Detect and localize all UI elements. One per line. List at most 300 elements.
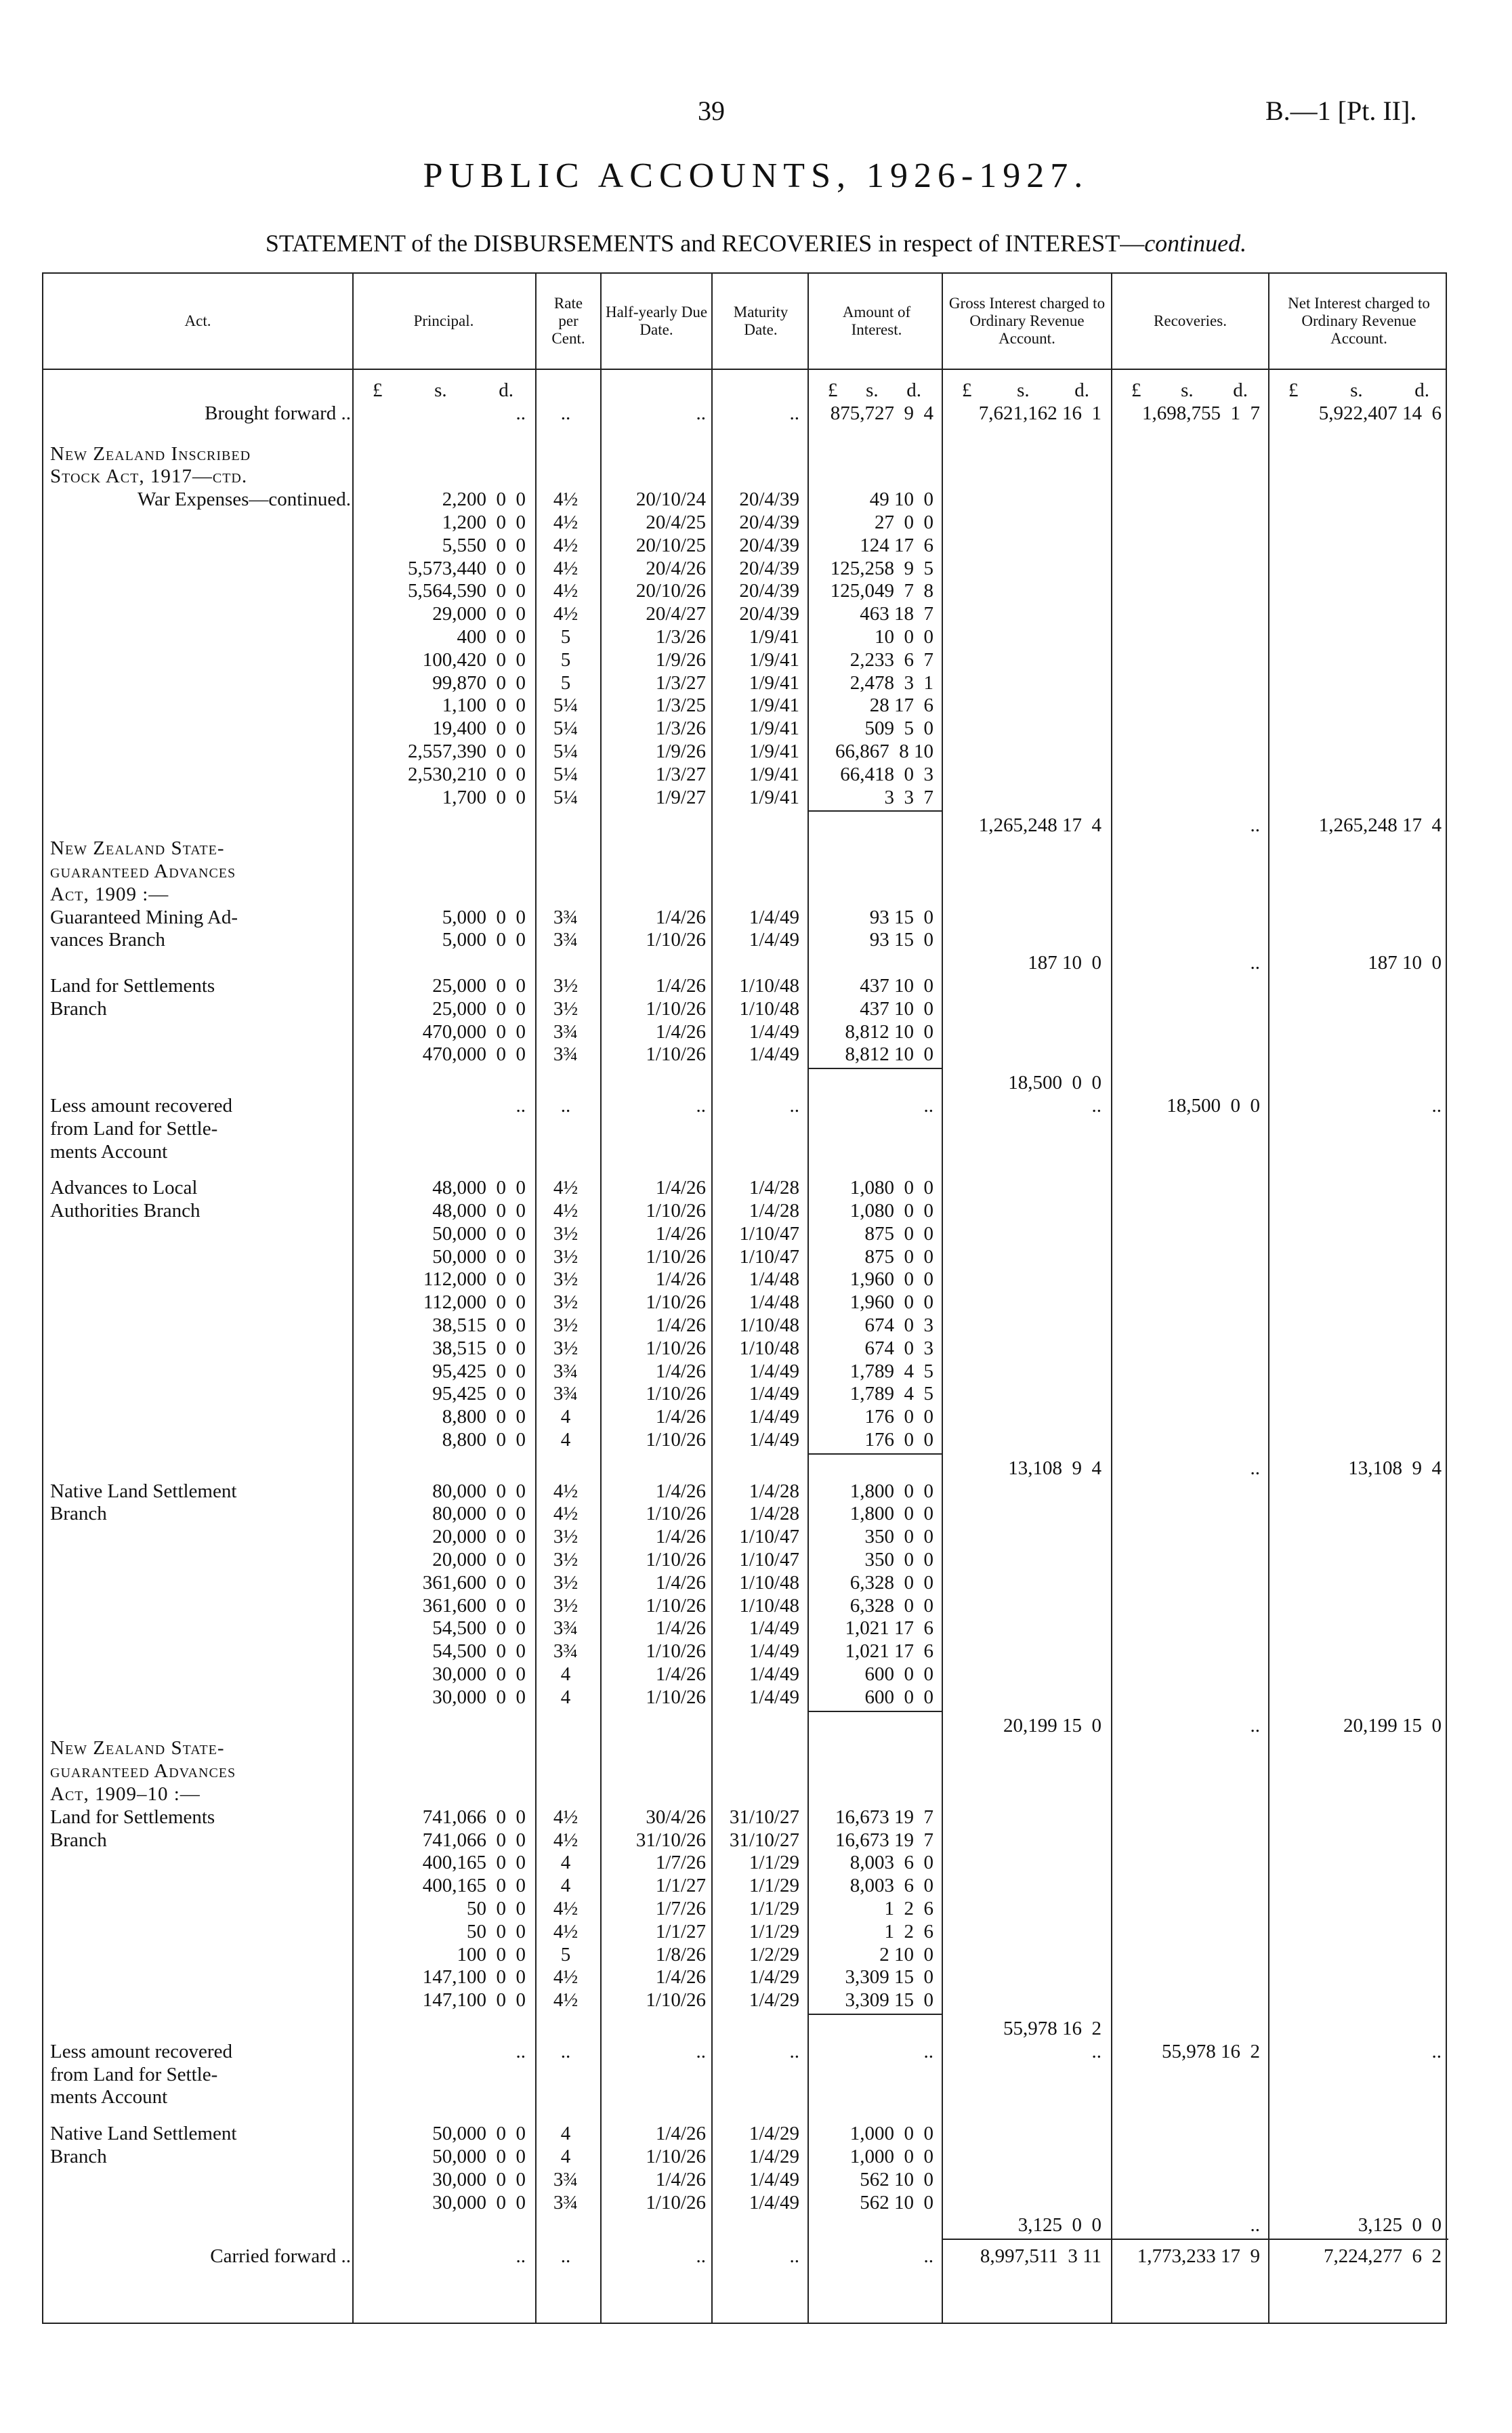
cell-principal: 5,564,590 0 0 bbox=[408, 580, 526, 602]
cell-half: 1/4/26 bbox=[655, 1663, 706, 1686]
cell-principal: 38,515 0 0 bbox=[432, 1337, 526, 1359]
cell-maturity: 1/9/41 bbox=[749, 671, 799, 694]
cell-half: 1/4/26 bbox=[655, 1360, 706, 1382]
cell-amount: 600 0 0 bbox=[864, 1663, 933, 1686]
col-header-act: Act. bbox=[184, 312, 211, 329]
cell-maturity: 1/9/41 bbox=[749, 694, 799, 717]
row-label: Carried forward .. bbox=[210, 2245, 351, 2268]
cell-half: 1/10/26 bbox=[646, 1686, 706, 1708]
table-row bbox=[43, 1640, 1448, 1663]
cell-half: 1/4/26 bbox=[655, 974, 706, 997]
document-reference: B.—1 [Pt. II]. bbox=[1265, 96, 1417, 126]
currency-s: s. bbox=[1017, 379, 1030, 401]
cell-principal: 2,557,390 0 0 bbox=[408, 740, 526, 762]
cell-recoveries: .. bbox=[1250, 2214, 1260, 2237]
cell-rate: .. bbox=[560, 2245, 571, 2268]
cell-maturity: 1/4/29 bbox=[749, 1989, 799, 2012]
cell-amount: 1 2 6 bbox=[884, 1920, 933, 1942]
cell-maturity: 1/1/29 bbox=[749, 1852, 799, 1874]
col-header-gross: Gross Interest charged to Ordinary Revenue Account. bbox=[948, 295, 1106, 347]
cell-half: 1/10/26 bbox=[646, 1503, 706, 1525]
currency-units bbox=[352, 379, 526, 402]
cell-principal: 8,800 0 0 bbox=[442, 1429, 526, 1451]
cell-amount: 66,867 8 10 bbox=[835, 740, 933, 762]
cell-half: .. bbox=[696, 2040, 706, 2062]
cell-amount: 49 10 0 bbox=[869, 488, 933, 511]
cell-rate: 4½ bbox=[553, 1480, 579, 1502]
cell-maturity: 1/4/48 bbox=[749, 1268, 799, 1291]
cell-amount: 562 10 0 bbox=[860, 2191, 933, 2213]
table-row bbox=[43, 809, 1448, 814]
cell-maturity: 1/10/48 bbox=[739, 1571, 799, 1594]
cell-net: 5,922,407 14 6 bbox=[1318, 402, 1442, 424]
cell-rate: 3¾ bbox=[553, 2191, 579, 2213]
cell-half: 1/10/26 bbox=[646, 1989, 706, 2012]
cell-rate: 4½ bbox=[553, 534, 579, 556]
table-row bbox=[43, 1360, 1448, 1384]
table-row bbox=[43, 558, 1448, 581]
cell-amount: 2,478 3 1 bbox=[849, 671, 933, 694]
row-label: War Expenses—continued. bbox=[138, 488, 351, 511]
cell-rate: 4½ bbox=[553, 1966, 579, 1989]
row-label: Less amount recovered bbox=[50, 1094, 232, 1117]
cell-half: .. bbox=[696, 402, 706, 424]
table-row bbox=[43, 402, 1448, 425]
table-row bbox=[43, 787, 1448, 810]
cell-amount: 1,789 4 5 bbox=[849, 1383, 933, 1405]
currency-s: s. bbox=[1350, 379, 1363, 401]
currency-units bbox=[1268, 379, 1442, 402]
table-row bbox=[43, 1268, 1448, 1291]
cell-half: 1/3/26 bbox=[655, 718, 706, 740]
cell-maturity: 1/4/49 bbox=[749, 1617, 799, 1640]
cell-net: 20,199 15 0 bbox=[1343, 1714, 1442, 1737]
cell-amount: 463 18 7 bbox=[860, 603, 933, 625]
cell-rate: 3¾ bbox=[553, 1360, 579, 1382]
cell-amount: 437 10 0 bbox=[860, 997, 933, 1020]
currency-pound: £ bbox=[1288, 379, 1299, 401]
row-label: Advances to Local bbox=[50, 1177, 198, 1199]
cell-maturity: 1/1/29 bbox=[749, 1898, 799, 1919]
table-row bbox=[43, 2018, 1448, 2041]
cell-principal: 30,000 0 0 bbox=[432, 1686, 526, 1708]
cell-amount: 1,000 0 0 bbox=[849, 2145, 933, 2167]
table-row bbox=[43, 2086, 1448, 2109]
cell-rate: 4 bbox=[560, 2145, 571, 2167]
cell-amount: 1,800 0 0 bbox=[849, 1480, 933, 1502]
cell-rate: 4½ bbox=[553, 1200, 579, 1222]
row-label: New Zealand State- bbox=[50, 1737, 225, 1760]
cell-rate: 5 bbox=[560, 625, 571, 648]
cell-principal: .. bbox=[516, 2245, 526, 2268]
cell-gross: 55,978 16 2 bbox=[1003, 2017, 1101, 2039]
cell-amount: 1 2 6 bbox=[884, 1898, 933, 1919]
cell-principal: 54,500 0 0 bbox=[432, 1617, 526, 1640]
table-row bbox=[43, 1989, 1448, 2012]
cell-amount: 1,960 0 0 bbox=[849, 1291, 933, 1314]
row-label: guaranteed Advances bbox=[50, 860, 236, 882]
table-row bbox=[43, 1549, 1448, 1572]
cell-maturity: 20/4/39 bbox=[739, 603, 799, 625]
cell-rate: 4½ bbox=[553, 1989, 579, 2012]
cell-maturity: 20/4/39 bbox=[739, 580, 799, 602]
cell-half: 1/8/26 bbox=[655, 1943, 706, 1966]
col-header-principal: Principal. bbox=[413, 312, 474, 329]
table-row bbox=[43, 2146, 1448, 2169]
table-row bbox=[43, 649, 1448, 672]
cell-principal: 95,425 0 0 bbox=[432, 1383, 526, 1405]
table-row bbox=[43, 1406, 1448, 1429]
cell-maturity: 1/4/49 bbox=[749, 1360, 799, 1382]
table-row bbox=[43, 814, 1448, 837]
cell-maturity: 1/10/47 bbox=[739, 1526, 799, 1548]
cell-principal: 361,600 0 0 bbox=[422, 1594, 526, 1617]
cell-principal: 99,870 0 0 bbox=[432, 671, 526, 694]
row-label: Branch bbox=[50, 997, 107, 1020]
cell-rate: 4½ bbox=[553, 603, 579, 625]
cell-rate: 3½ bbox=[553, 997, 579, 1020]
cell-principal: 361,600 0 0 bbox=[422, 1571, 526, 1594]
cell-principal: 50,000 0 0 bbox=[432, 1245, 526, 1268]
cell-amount: 124 17 6 bbox=[860, 534, 933, 556]
cell-maturity: 1/4/48 bbox=[749, 1291, 799, 1314]
cell-half: 1/10/26 bbox=[646, 1383, 706, 1405]
cell-half: 1/10/26 bbox=[646, 2191, 706, 2213]
cell-recoveries: 55,978 16 2 bbox=[1162, 2040, 1260, 2062]
cell-maturity: .. bbox=[789, 2040, 799, 2062]
cell-rate: 3½ bbox=[553, 1526, 579, 1548]
cell-amount: 509 5 0 bbox=[864, 718, 933, 740]
table-row bbox=[43, 975, 1448, 998]
cell-rate: 4 bbox=[560, 1663, 571, 1686]
cell-principal: 95,425 0 0 bbox=[432, 1360, 526, 1382]
cell-principal: 1,100 0 0 bbox=[442, 694, 526, 717]
cell-recoveries: .. bbox=[1250, 1714, 1260, 1737]
cell-principal: 50 0 0 bbox=[467, 1920, 526, 1942]
cell-half: 1/3/26 bbox=[655, 625, 706, 648]
cell-rate: 4 bbox=[560, 1852, 571, 1874]
cell-rate: 5¼ bbox=[553, 763, 579, 785]
cell-rate: 4 bbox=[560, 2123, 571, 2145]
cell-amount: .. bbox=[923, 2245, 933, 2268]
cell-principal: 5,550 0 0 bbox=[442, 534, 526, 556]
cell-rate: 3¾ bbox=[553, 1383, 579, 1405]
cell-rate: 3¾ bbox=[553, 1640, 579, 1663]
cell-rate: .. bbox=[560, 2040, 571, 2062]
cell-maturity: 31/10/27 bbox=[729, 1806, 799, 1828]
cell-net: 3,125 0 0 bbox=[1358, 2214, 1442, 2237]
cell-rate: 4½ bbox=[553, 488, 579, 511]
table-row bbox=[43, 1118, 1448, 1141]
cell-maturity: 1/4/49 bbox=[749, 2191, 799, 2213]
cell-amount: 176 0 0 bbox=[864, 1406, 933, 1428]
cell-amount: 1,789 4 5 bbox=[849, 1360, 933, 1382]
cell-maturity: 1/2/29 bbox=[749, 1943, 799, 1966]
cell-net: .. bbox=[1431, 1094, 1442, 1117]
cell-half: 1/10/26 bbox=[646, 1594, 706, 1617]
cell-half: 1/4/26 bbox=[655, 1966, 706, 1989]
cell-amount: 2 10 0 bbox=[879, 1943, 933, 1966]
cell-maturity: 31/10/27 bbox=[729, 1829, 799, 1851]
cell-principal: 25,000 0 0 bbox=[432, 997, 526, 1020]
table-row bbox=[43, 465, 1448, 488]
cell-amount: 875 0 0 bbox=[864, 1245, 933, 1268]
cell-rate: 3¾ bbox=[553, 2168, 579, 2190]
table-row bbox=[43, 1072, 1448, 1095]
cell-principal: 400,165 0 0 bbox=[422, 1852, 526, 1874]
cell-half: 1/10/26 bbox=[646, 1043, 706, 1066]
cell-rate: .. bbox=[560, 1094, 571, 1117]
row-label: New Zealand Inscribed bbox=[50, 442, 251, 465]
row-label: Land for Settlements bbox=[50, 974, 215, 997]
cell-rate: .. bbox=[560, 402, 571, 424]
cell-amount: 16,673 19 7 bbox=[835, 1806, 933, 1828]
table-row bbox=[43, 860, 1448, 883]
cell-maturity: .. bbox=[789, 1094, 799, 1117]
cell-maturity: .. bbox=[789, 2245, 799, 2268]
table-row bbox=[43, 1737, 1448, 1760]
cell-half: .. bbox=[696, 1094, 706, 1117]
cell-amount: 10 0 0 bbox=[875, 625, 933, 648]
cell-half: 1/9/26 bbox=[655, 648, 706, 671]
col-header-amount: Amount of Interest. bbox=[842, 304, 911, 338]
cell-amount: 28 17 6 bbox=[869, 694, 933, 717]
cell-maturity: .. bbox=[789, 402, 799, 424]
table-row bbox=[43, 929, 1448, 952]
cell-gross: 18,500 0 0 bbox=[1008, 1072, 1101, 1094]
currency-pound: £ bbox=[373, 379, 383, 401]
cell-rate: 4 bbox=[560, 1406, 571, 1428]
cell-amount: 437 10 0 bbox=[860, 974, 933, 997]
cell-half: 20/10/26 bbox=[635, 580, 706, 602]
table-row bbox=[43, 1663, 1448, 1686]
cell-maturity: 1/4/49 bbox=[749, 906, 799, 928]
cell-rate: 3½ bbox=[553, 1571, 579, 1594]
cell-rate: 3½ bbox=[553, 974, 579, 997]
table-row bbox=[43, 2123, 1448, 2146]
cell-amount: 1,000 0 0 bbox=[849, 2123, 933, 2145]
table-row bbox=[43, 1480, 1448, 1503]
cell-amount: .. bbox=[923, 1094, 933, 1117]
table-row bbox=[43, 741, 1448, 764]
cell-principal: 25,000 0 0 bbox=[432, 974, 526, 997]
cell-gross: 8,997,511 3 11 bbox=[980, 2245, 1101, 2268]
cell-rate: 3¾ bbox=[553, 1043, 579, 1066]
cell-maturity: 1/9/41 bbox=[749, 718, 799, 740]
cell-half: 1/4/26 bbox=[655, 1222, 706, 1245]
cell-principal: 470,000 0 0 bbox=[422, 1043, 526, 1066]
cell-amount: 1,021 17 6 bbox=[845, 1617, 933, 1640]
cell-half: 1/10/26 bbox=[646, 1291, 706, 1314]
cell-half: 1/10/26 bbox=[646, 1549, 706, 1571]
cell-maturity: 1/10/47 bbox=[739, 1549, 799, 1571]
table-row bbox=[43, 1852, 1448, 1875]
cell-rate: 4 bbox=[560, 1429, 571, 1451]
cell-principal: 5,000 0 0 bbox=[442, 929, 526, 951]
row-label: Branch bbox=[50, 2145, 107, 2167]
cell-half: 1/3/25 bbox=[655, 694, 706, 717]
table-row bbox=[43, 1043, 1448, 1066]
cell-maturity: 1/4/28 bbox=[749, 1480, 799, 1502]
cell-recoveries: 1,698,755 1 7 bbox=[1142, 402, 1260, 424]
cell-half: 20/4/26 bbox=[646, 557, 706, 579]
cell-principal: 147,100 0 0 bbox=[422, 1966, 526, 1989]
table-row bbox=[43, 1572, 1448, 1595]
currency-pound: £ bbox=[1131, 379, 1141, 401]
cell-amount: 6,328 0 0 bbox=[849, 1571, 933, 1594]
cell-principal: 29,000 0 0 bbox=[432, 603, 526, 625]
col-header-recoveries: Recoveries. bbox=[1154, 312, 1227, 329]
cell-maturity: 1/10/48 bbox=[739, 1337, 799, 1359]
cell-half: 1/10/26 bbox=[646, 2145, 706, 2167]
table-row bbox=[43, 379, 1448, 402]
row-label: vances Branch bbox=[50, 929, 165, 951]
table-row bbox=[43, 1715, 1448, 1738]
cell-maturity: 1/4/49 bbox=[749, 1406, 799, 1428]
cell-half: 1/7/26 bbox=[655, 1852, 706, 1874]
table-row bbox=[43, 1383, 1448, 1406]
cell-half: 31/10/26 bbox=[635, 1829, 706, 1851]
row-label: Native Land Settlement bbox=[50, 2123, 237, 2145]
cell-half: 1/4/26 bbox=[655, 906, 706, 928]
cell-gross: .. bbox=[1091, 1094, 1101, 1117]
table-row bbox=[43, 1686, 1448, 1709]
cell-principal: 30,000 0 0 bbox=[432, 2191, 526, 2213]
table-body bbox=[43, 379, 1448, 2271]
table-row bbox=[43, 837, 1448, 860]
interest-table bbox=[42, 272, 1447, 2324]
cell-half: 1/1/27 bbox=[655, 1920, 706, 1942]
cell-rate: 4 bbox=[560, 1686, 571, 1708]
cell-maturity: 1/4/49 bbox=[749, 1663, 799, 1686]
cell-principal: 8,800 0 0 bbox=[442, 1406, 526, 1428]
cell-amount: 8,812 10 0 bbox=[845, 1020, 933, 1043]
cell-half: 1/3/27 bbox=[655, 763, 706, 785]
row-label: ments Account bbox=[50, 2086, 168, 2108]
table-row bbox=[43, 694, 1448, 718]
currency-d: d. bbox=[1414, 379, 1429, 401]
table-row bbox=[43, 1337, 1448, 1360]
row-label: Act, 1909–10 :— bbox=[50, 1783, 201, 1806]
cell-half: 1/9/26 bbox=[655, 740, 706, 762]
row-label: Guaranteed Mining Ad- bbox=[50, 906, 238, 928]
table-row bbox=[43, 1314, 1448, 1337]
table-row bbox=[43, 2041, 1448, 2064]
cell-maturity: 1/10/48 bbox=[739, 997, 799, 1020]
cell-rate: 5¼ bbox=[553, 718, 579, 740]
table-row bbox=[43, 1806, 1448, 1829]
col-header-net: Net Interest charged to Ordinary Revenue Account. bbox=[1288, 295, 1430, 347]
cell-principal: 5,573,440 0 0 bbox=[408, 557, 526, 579]
col-header-maturity: Maturity Date. bbox=[733, 304, 789, 338]
cell-maturity: 20/4/39 bbox=[739, 557, 799, 579]
cell-amount: .. bbox=[923, 2040, 933, 2062]
cell-recoveries: .. bbox=[1250, 1457, 1260, 1479]
cell-rate: 3¾ bbox=[553, 1617, 579, 1640]
cell-amount: 125,049 7 8 bbox=[830, 580, 933, 602]
cell-principal: 50,000 0 0 bbox=[432, 2145, 526, 2167]
row-label: Stock Act, 1917—ctd. bbox=[50, 465, 248, 488]
cell-rate: 3¾ bbox=[553, 1020, 579, 1043]
cell-maturity: 1/10/47 bbox=[739, 1245, 799, 1268]
row-label: guaranteed Advances bbox=[50, 1760, 236, 1783]
table-row bbox=[43, 603, 1448, 626]
cell-maturity: 1/4/49 bbox=[749, 1383, 799, 1405]
cell-maturity: 1/9/41 bbox=[749, 625, 799, 648]
cell-rate: 4½ bbox=[553, 1503, 579, 1525]
cell-half: 1/10/26 bbox=[646, 1245, 706, 1268]
cell-principal: 112,000 0 0 bbox=[423, 1291, 526, 1314]
cell-amount: 350 0 0 bbox=[864, 1526, 933, 1548]
table-row bbox=[43, 512, 1448, 535]
row-label: Land for Settlements bbox=[50, 1806, 215, 1828]
cell-amount: 1,800 0 0 bbox=[849, 1503, 933, 1525]
table-row bbox=[43, 1223, 1448, 1246]
cell-half: 1/7/26 bbox=[655, 1898, 706, 1919]
cell-rate: 5 bbox=[560, 1943, 571, 1966]
cell-rate: 3½ bbox=[553, 1222, 579, 1245]
cell-recoveries: 18,500 0 0 bbox=[1167, 1094, 1260, 1117]
cell-rate: 3¾ bbox=[553, 929, 579, 951]
currency-d: d. bbox=[1074, 379, 1089, 401]
row-label: Branch bbox=[50, 1829, 107, 1851]
statement-subtitle bbox=[0, 229, 1512, 257]
row-label: Branch bbox=[50, 1503, 107, 1525]
cell-rate: 3½ bbox=[553, 1268, 579, 1291]
cell-half: 1/10/26 bbox=[646, 1337, 706, 1359]
cell-principal: 400 0 0 bbox=[457, 625, 526, 648]
cell-half: 1/4/26 bbox=[655, 1177, 706, 1199]
cell-half: 1/4/26 bbox=[655, 2168, 706, 2190]
row-label: ments Account bbox=[50, 1140, 168, 1163]
cell-maturity: 1/4/49 bbox=[749, 1429, 799, 1451]
cell-principal: 50 0 0 bbox=[467, 1898, 526, 1919]
cell-amount: 8,003 6 0 bbox=[849, 1875, 933, 1897]
cell-amount: 1,021 17 6 bbox=[845, 1640, 933, 1663]
cell-amount: 3,309 15 0 bbox=[845, 1989, 933, 2012]
table-row bbox=[43, 1595, 1448, 1618]
table-row bbox=[43, 883, 1448, 907]
cell-principal: 50,000 0 0 bbox=[432, 2123, 526, 2145]
cell-rate: 4½ bbox=[553, 1177, 579, 1199]
cell-rate: 5¼ bbox=[553, 740, 579, 762]
cell-maturity: 1/1/29 bbox=[749, 1920, 799, 1942]
row-label: from Land for Settle- bbox=[50, 1117, 218, 1140]
cell-rate: 4½ bbox=[553, 1829, 579, 1851]
cell-principal: 30,000 0 0 bbox=[432, 1663, 526, 1686]
table-row bbox=[43, 2192, 1448, 2215]
table-row bbox=[43, 1921, 1448, 1944]
cell-half: 1/10/26 bbox=[646, 1640, 706, 1663]
cell-amount: 93 15 0 bbox=[869, 906, 933, 928]
col-header-half-yearly: Half-yearly Due Date. bbox=[605, 304, 708, 338]
currency-d: d. bbox=[906, 379, 921, 401]
cell-amount: 600 0 0 bbox=[864, 1686, 933, 1708]
currency-units bbox=[942, 379, 1101, 402]
cell-rate: 3½ bbox=[553, 1314, 579, 1337]
row-label: Brought forward .. bbox=[205, 402, 351, 424]
cell-principal: .. bbox=[516, 402, 526, 424]
cell-maturity: 20/4/39 bbox=[739, 511, 799, 533]
cell-principal: .. bbox=[516, 1094, 526, 1117]
table-row bbox=[43, 907, 1448, 930]
cell-rate: 5 bbox=[560, 648, 571, 671]
table-row bbox=[43, 1875, 1448, 1898]
table-row bbox=[43, 2214, 1448, 2237]
table-row bbox=[43, 1709, 1448, 1715]
cell-maturity: 1/9/41 bbox=[749, 786, 799, 808]
row-label: Authorities Branch bbox=[50, 1200, 201, 1222]
